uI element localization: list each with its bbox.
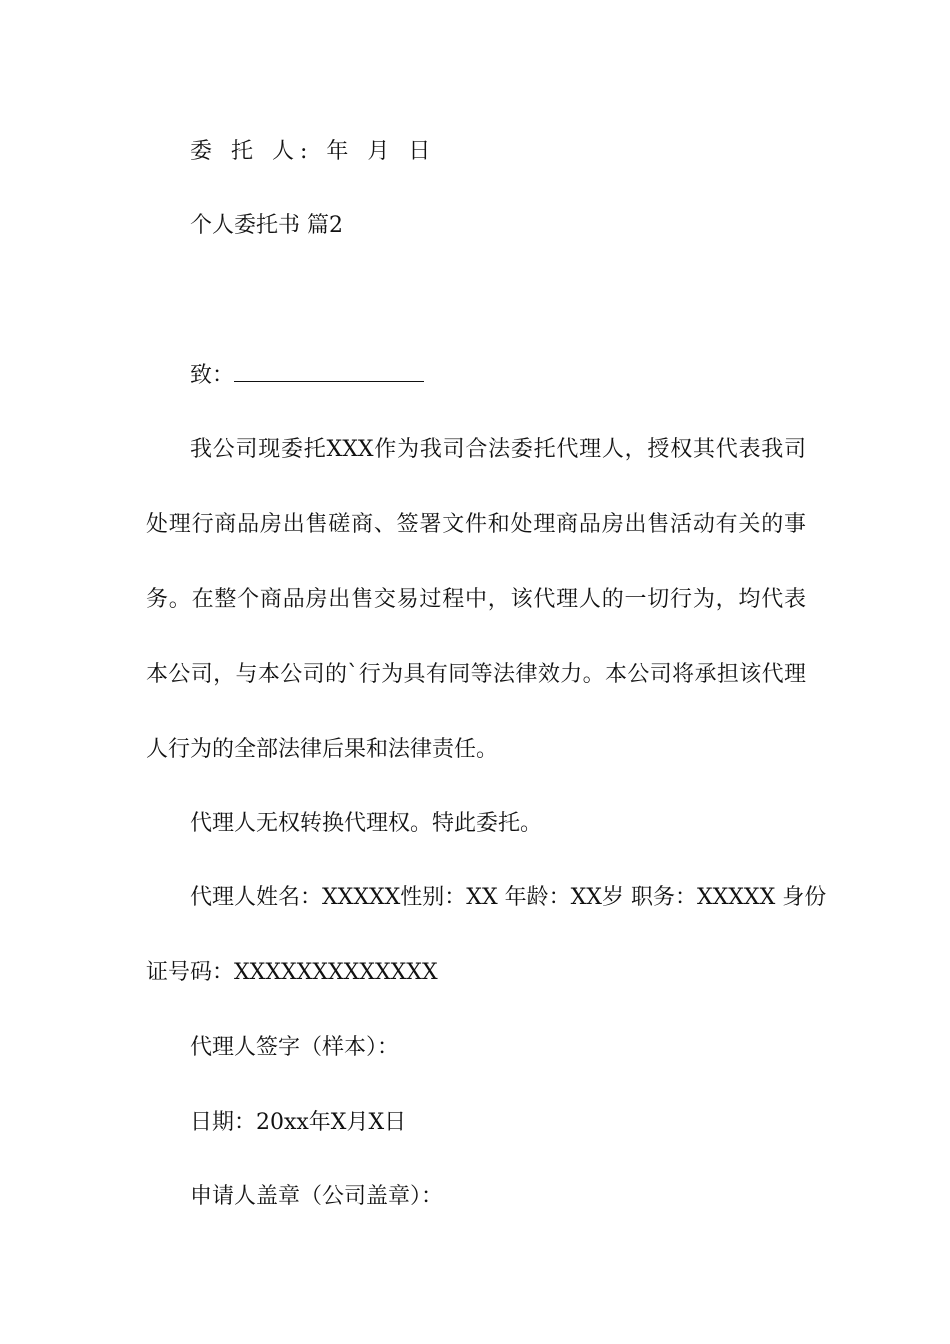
agent-signature-line: 代理人签字（样本）：: [190, 1035, 400, 1060]
agent-info-line-1: 代理人姓名：XXXXX性别：XX 年龄：XX岁 职务：XXXXX 身份: [190, 885, 827, 910]
no-transfer-paragraph: 代理人无权转换代理权。特此委托。: [190, 811, 543, 836]
date-line: 日期：20xx年X月X日: [190, 1110, 407, 1135]
addressee-line: [190, 361, 806, 391]
entrustor-date-line: 委 托 人: 年 月 日: [190, 139, 437, 164]
section-title: 个人委托书 篇2: [190, 213, 343, 238]
applicant-seal-line: 申请人盖章（公司盖章）：: [190, 1184, 444, 1209]
agent-info-line-2: 证号码：XXXXXXXXXXXXX: [146, 960, 438, 985]
paragraph-1-line-3: 务。在整个商品房出售交易过程中，该代理人的一切行为，均代表: [146, 587, 806, 612]
paragraph-1-line-2: 处理行商品房出售磋商、签署文件和处理商品房出售活动有关的事: [146, 512, 806, 537]
addressee-label: 致：: [190, 363, 235, 388]
paragraph-1-line-5: 人行为的全部法律后果和法律责任。: [146, 737, 499, 762]
paragraph-1-line-1: 我公司现委托XXX作为我司合法委托代理人，授权其代表我司: [190, 437, 806, 462]
addressee-blank: [234, 361, 424, 382]
paragraph-1-line-4: 本公司，与本公司的`行为具有同等法律效力。本公司将承担该代理: [146, 662, 806, 687]
